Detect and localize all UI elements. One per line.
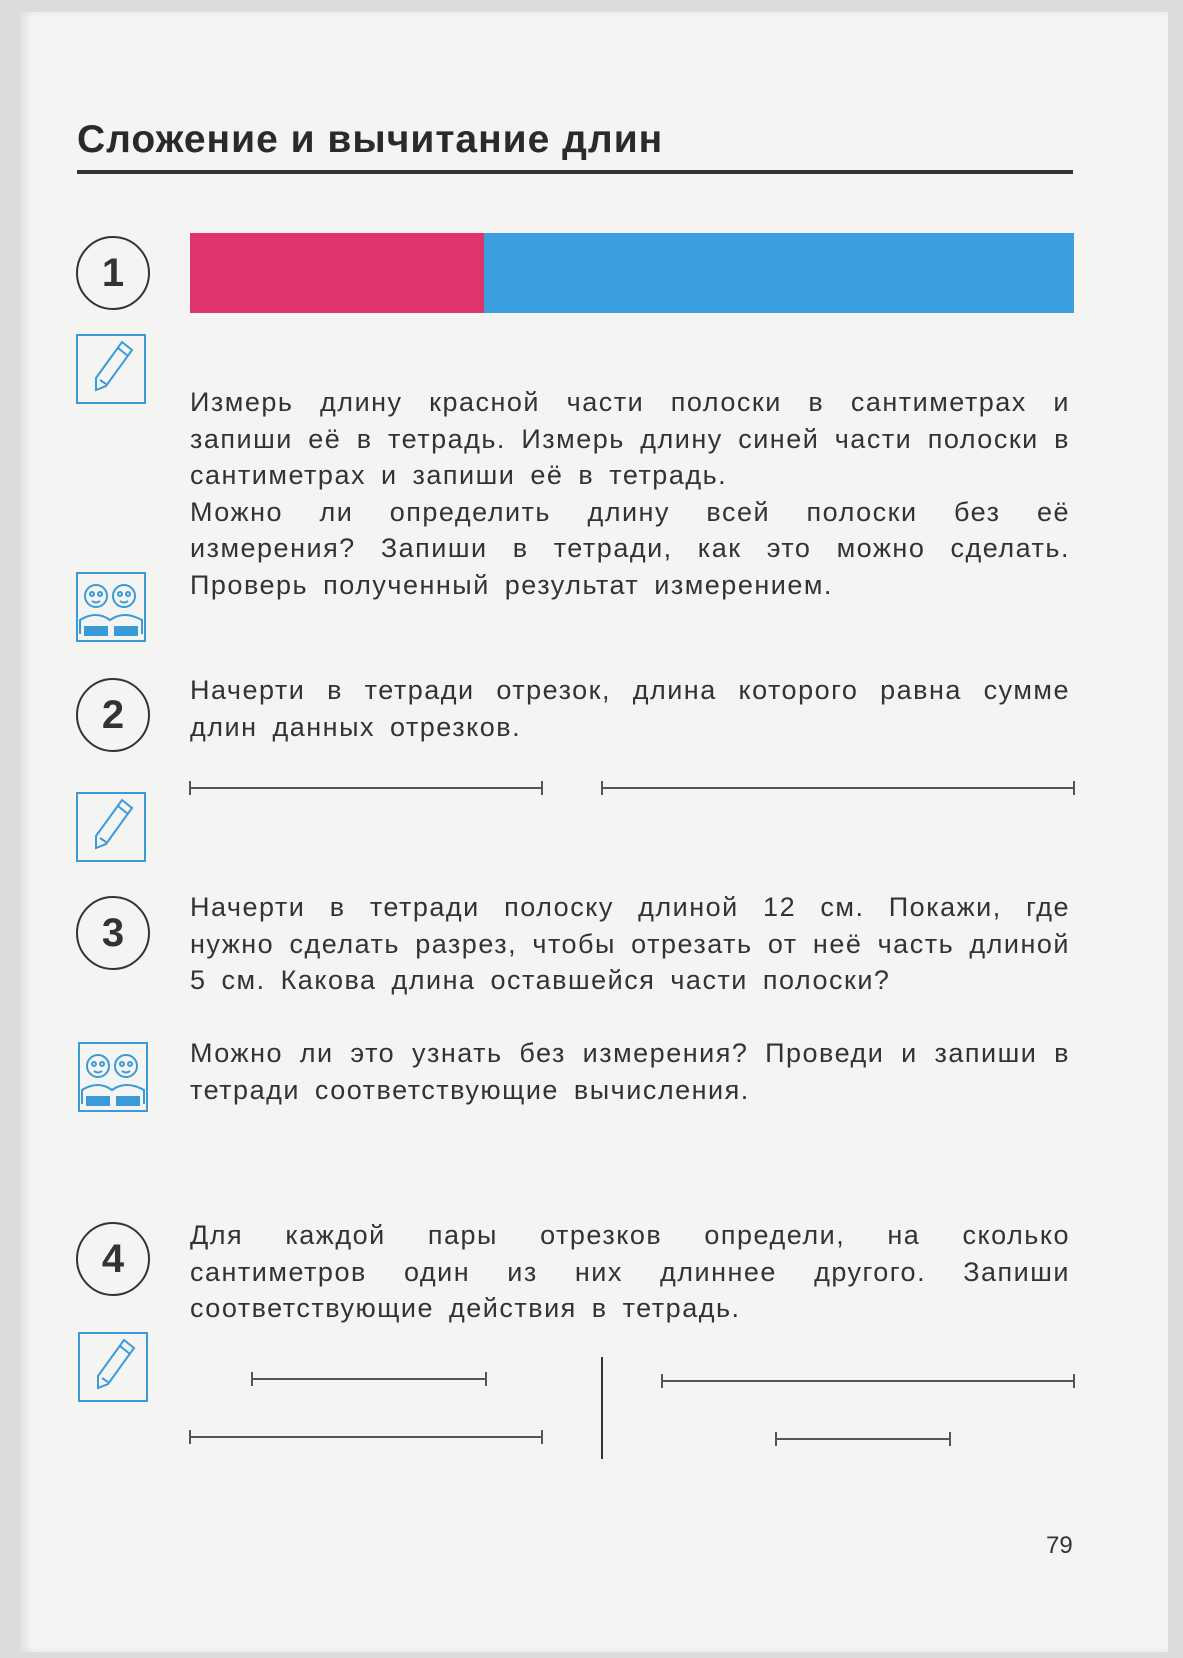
task-3-text-b — [190, 1035, 1070, 1108]
task-3-paragraph-2: Можно ли это узнать без измерения? Проведи и запиши в тетради соответствующие вычисления. — [190, 1038, 1070, 1105]
task-4-paragraph-1: Для каждой пары отрезков определи, на сколько сантиметров один из них длиннее другого. Запиши соответствующие действия в тетрадь. — [190, 1220, 1070, 1323]
pencil-icon — [78, 1332, 148, 1402]
task-1-number: 1 — [76, 236, 150, 310]
pair-work-icon — [76, 572, 146, 642]
page-title: Сложение и вычитание длин — [77, 118, 664, 161]
pencil-icon — [76, 334, 146, 404]
segment-task2-b — [600, 780, 1076, 796]
page-number: 79 — [1046, 1532, 1073, 1559]
task-3-paragraph-1: Начерти в тетради полоску длиной 12 см. Покажи, где нужно сделать разрез, чтобы отрезать от неё часть длиной 5 см. Какова длина оставшейся части полоски? — [190, 892, 1070, 995]
red-strip-part — [190, 233, 484, 313]
task-4-number: 4 — [76, 1222, 150, 1296]
pencil-icon — [76, 792, 146, 862]
pair-divider — [601, 1357, 603, 1459]
task-2-paragraph-1: Начерти в тетради отрезок, длина которого равна сумме длин данных отрезков. — [190, 675, 1070, 742]
segment-task4-pair1-long — [188, 1429, 544, 1445]
segment-task2-a — [188, 780, 544, 796]
title-underline — [77, 170, 1073, 174]
pair-work-icon — [78, 1042, 148, 1112]
segment-task4-pair2-long — [660, 1373, 1076, 1389]
task-1-text — [190, 384, 1070, 603]
segment-task4-pair1-short — [250, 1371, 490, 1387]
task-3-text-a — [190, 889, 1070, 999]
task-4-text — [190, 1217, 1070, 1327]
segment-task4-pair2-short — [774, 1431, 952, 1447]
task-1-paragraph-1: Измерь длину красной части полоски в сантиметрах и запиши её в тетрадь. Измерь длину синей части полоски в сантиметрах и запиши её в тетрадь. — [190, 387, 1070, 490]
task-1-paragraph-2: Можно ли определить длину всей полоски без её измерения? Запиши в тетради, как это можно сделать. Проверь полученный результат измерением. — [190, 496, 1070, 600]
blue-strip-part — [484, 233, 1074, 313]
task-2-text — [190, 672, 1070, 745]
task-3-number: 3 — [76, 896, 150, 970]
task-2-number: 2 — [76, 678, 150, 752]
